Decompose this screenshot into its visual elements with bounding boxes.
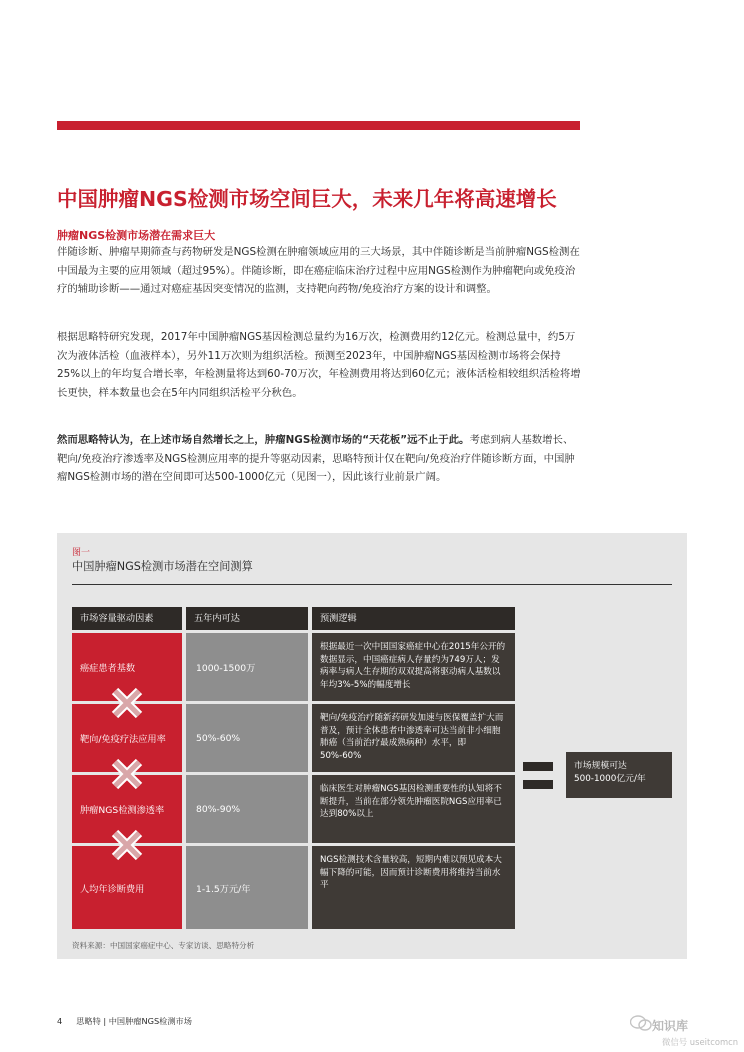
header-value: 五年内可达 xyxy=(186,607,308,630)
row-2-logic: 靶向/免疫治疗随新药研发加速与医保覆盖扩大而普及，预计全体患者中渗透率可达当前非小细胞肺癌（当前治疗最成熟病种）水平，即50%-60% xyxy=(312,704,515,772)
row-4-value: 1-1.5万元/年 xyxy=(186,846,308,929)
paragraph-3-rest: 考虑到病人基数增长、靶向/免疫治疗渗透率及NGS检测应用率的提升等驱动因素，思略特预计仅在靶向/免疫治疗伴随诊断方面，中国肿瘤NGS检测市场的潜在空间即可达500-1000亿元（见图一），因此该行业前景广阔。 xyxy=(57,434,575,484)
watermark-name: 知识库 xyxy=(652,1019,689,1033)
row-1-factor: 癌症患者基数 xyxy=(72,633,182,701)
page-title: 中国肿瘤NGS检测市场空间巨大，未来几年将高速增长 xyxy=(57,187,557,211)
row-3-value: 80%-90% xyxy=(186,775,308,843)
figure-source: 资料来源：中国国家癌症中心、专家访谈、思略特分析 xyxy=(72,941,255,950)
row-3-factor: 肿瘤NGS检测渗透率 xyxy=(72,775,182,843)
paragraph-2: 根据思略特研究发现，2017年中国肿瘤NGS基因检测总量约为16万次，检测费用约12亿元。检测总量中，约5万次为液体活检（血液样本），另外11万次则为组织活检。预测至2023年，中国肿瘤NGS基因检测市场将会保持25%以上的年均复合增长率，年检测量将达到60-70万次，年检测费用将达到60亿元；液体活检相较组织活检将增长更快，样本数量也会在5年内同组织活检平分秋色。 xyxy=(57,331,581,399)
page-footer xyxy=(57,1016,192,1027)
figure-title: 中国肿瘤NGS检测市场潜在空间测算 xyxy=(72,560,253,573)
result-line-1: 市场规模可达 xyxy=(574,761,627,771)
row-1-value: 1000-1500万 xyxy=(186,633,308,701)
multiply-icon xyxy=(110,686,144,720)
market-size-result xyxy=(566,752,672,798)
paragraph-3-bold: 然而思略特认为，在上述市场自然增长之上，肿瘤NGS检测市场的“天花板”远不止于此。 xyxy=(57,434,470,446)
page-number: 4 xyxy=(57,1016,63,1026)
header-logic: 预测逻辑 xyxy=(312,607,515,630)
row-3-logic: 临床医生对肿瘤NGS基因检测重要性的认知将不断提升，当前在部分领先肿瘤医院NGS应用率已达到80%以上 xyxy=(312,775,515,843)
equals-icon-bottom xyxy=(523,780,553,789)
wechat-icon xyxy=(630,1014,652,1032)
watermark-account: 微信号 useitcomcn xyxy=(662,1037,739,1047)
row-2-factor: 靶向/免疫疗法应用率 xyxy=(72,704,182,772)
section-subheading: 肿瘤NGS检测市场潜在需求巨大 xyxy=(57,229,216,242)
row-4-logic: NGS检测技术含量较高，短期内难以预见成本大幅下降的可能，因而预计诊断费用将维持当前水平 xyxy=(312,846,515,929)
equals-icon-top xyxy=(523,762,553,771)
figure-divider xyxy=(72,584,672,585)
top-red-bar xyxy=(57,121,580,130)
header-factor: 市场容量驱动因素 xyxy=(72,607,182,630)
result-line-2: 500-1000亿元/年 xyxy=(574,774,646,784)
multiply-icon xyxy=(110,828,144,862)
footer-text: 思略特 | 中国肿瘤NGS检测市场 xyxy=(76,1016,192,1026)
row-2-value: 50%-60% xyxy=(186,704,308,772)
multiply-icon xyxy=(110,757,144,791)
row-4-factor: 人均年诊断费用 xyxy=(72,846,182,929)
figure-label: 图一 xyxy=(72,548,91,558)
row-1-logic: 根据最近一次中国国家癌症中心在2015年公开的数据显示，中国癌症病人存量约为749万人；发病率与病人生存期的双双提高将驱动病人基数以年均3%-5%的幅度增长 xyxy=(312,633,515,701)
paragraph-3 xyxy=(57,431,583,487)
paragraph-1: 伴随诊断、肿瘤早期筛查与药物研发是NGS检测在肿瘤领域应用的三大场景，其中伴随诊断是当前肿瘤NGS检测在中国最为主要的应用领域（超过95%）。伴随诊断，即在癌症临床治疗过程中应用NGS检测作为肿瘤靶向或免疫治疗的辅助诊断——通过对癌症基因突变情况的监测，支持靶向药物/免疫治疗方案的设计和调整。 xyxy=(57,246,580,296)
